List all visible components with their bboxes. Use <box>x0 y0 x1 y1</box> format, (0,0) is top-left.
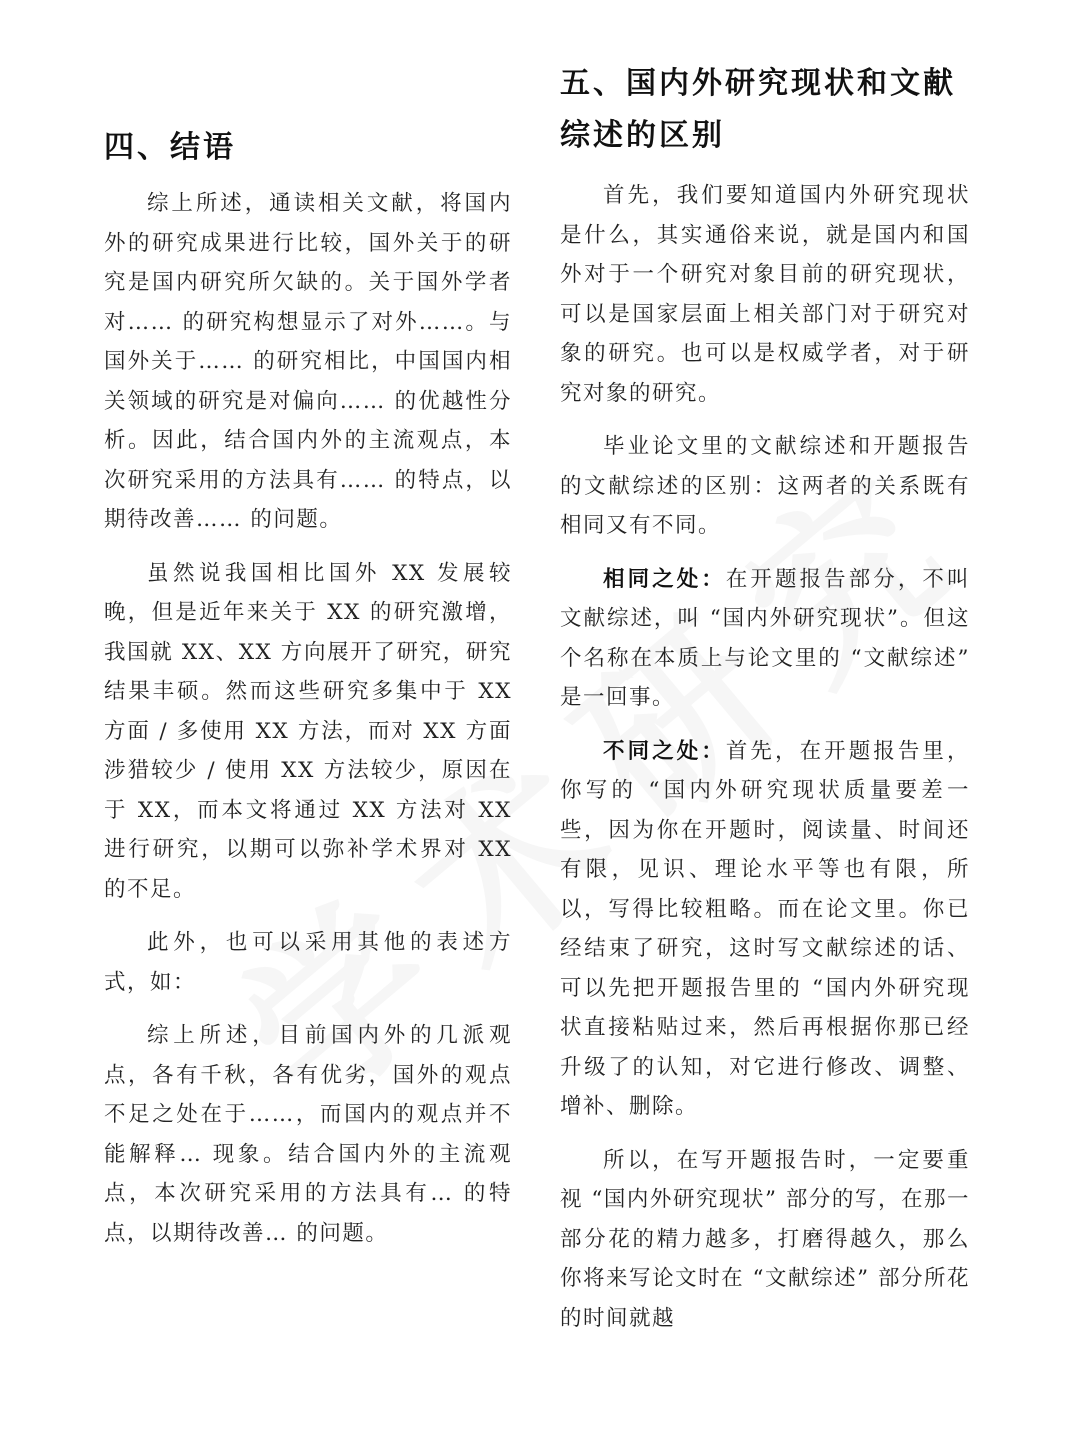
section-5-paragraph-1: 首先，我们要知道国内外研究现状是什么，其实通俗来说，就是国内和国外对于一个研究对象目前的研究现状，可以是国家层面上相关部门对于研究对象的研究。也可以是权威学者，对于研究对象的研究。 <box>560 183 970 406</box>
section-4-title: 四、结语 <box>104 130 236 165</box>
diff-text: 首先，在开题报告里，你写的 “国内外研究现状质量要差一些，因为你在开题时，阅读量、时间还有限，见识、理论水平等也有限，所以，写得比较粗略。而在论文里。你已经结束了研究，这时写文献综述的话、可以先把开题报告里的 “国内外研究现状直接粘贴过来，然后再根据你那已经升级了的认知，对它进行修改、调整、增补、删除。 <box>560 738 970 1119</box>
same-label: 相同之处： <box>603 566 726 592</box>
section-5-paragraph-2: 毕业论文里的文献综述和开题报告的文献综述的区别：这两者的关系既有相同又有不同。 <box>560 434 970 538</box>
section-5-paragraph-final: 所以，在写开题报告时，一定要重视 “国内外研究现状” 部分的写，在那一部分花的精力越多，打磨得越久，那么你将来写论文时在 “文献综述” 部分所花的时间就越 <box>560 1147 970 1331</box>
section-4-paragraph-2: 虽然说我国相比国外 XX 发展较晚，但是近年来关于 XX 的研究激增，我国就 XX、XX 方向展开了研究，研究结果丰硕。然而这些研究多集中于 XX 方面 / 多使用 XX 方法，而对 XX 方面涉猎较少 / 使用 XX 方法较少，原因在于 XX，而本文将通过 XX 方法对 XX 进行研究，以期可以弥补学术界对 XX 的不足。 <box>104 560 512 902</box>
section-4-paragraph-4: 综上所述，目前国内外的几派观点，各有千秋，各有优劣，国外的观点不足之处在于……，而国内的观点并不能解释… 现象。结合国内外的主流观点，本次研究采用的方法具有… 的特点，以期待改善… 的问题。 <box>104 1023 512 1246</box>
section-4-paragraph-3: 此外，也可以采用其他的表述方式，如： <box>104 930 512 995</box>
section-5-diff-paragraph <box>560 732 970 1127</box>
section-4-paragraph-1: 综上所述，通读相关文献，将国内外的研究成果进行比较，国外关于的研究是国内研究所欠缺的。关于国外学者对…… 的研究构想显示了对外……。与国外关于…… 的研究相比，中国国内相关领域的研究是对偏向…… 的优越性分析。因此，结合国内外的主流观点，本次研究采用的方法具有…… 的特点，以期待改善…… 的问题。 <box>104 191 512 532</box>
section-5-title: 五、国内外研究现状和文献综述的区别 <box>560 66 956 153</box>
diff-label: 不同之处： <box>603 738 726 764</box>
same-text: 在开题报告部分，不叫文献综述，叫 “国内外研究现状”。但这个名称在本质上与论文里的 “文献综述” 是一回事。 <box>560 566 970 710</box>
section-5-same-paragraph <box>560 560 970 718</box>
right-column <box>560 0 970 1352</box>
left-column <box>104 0 512 1267</box>
